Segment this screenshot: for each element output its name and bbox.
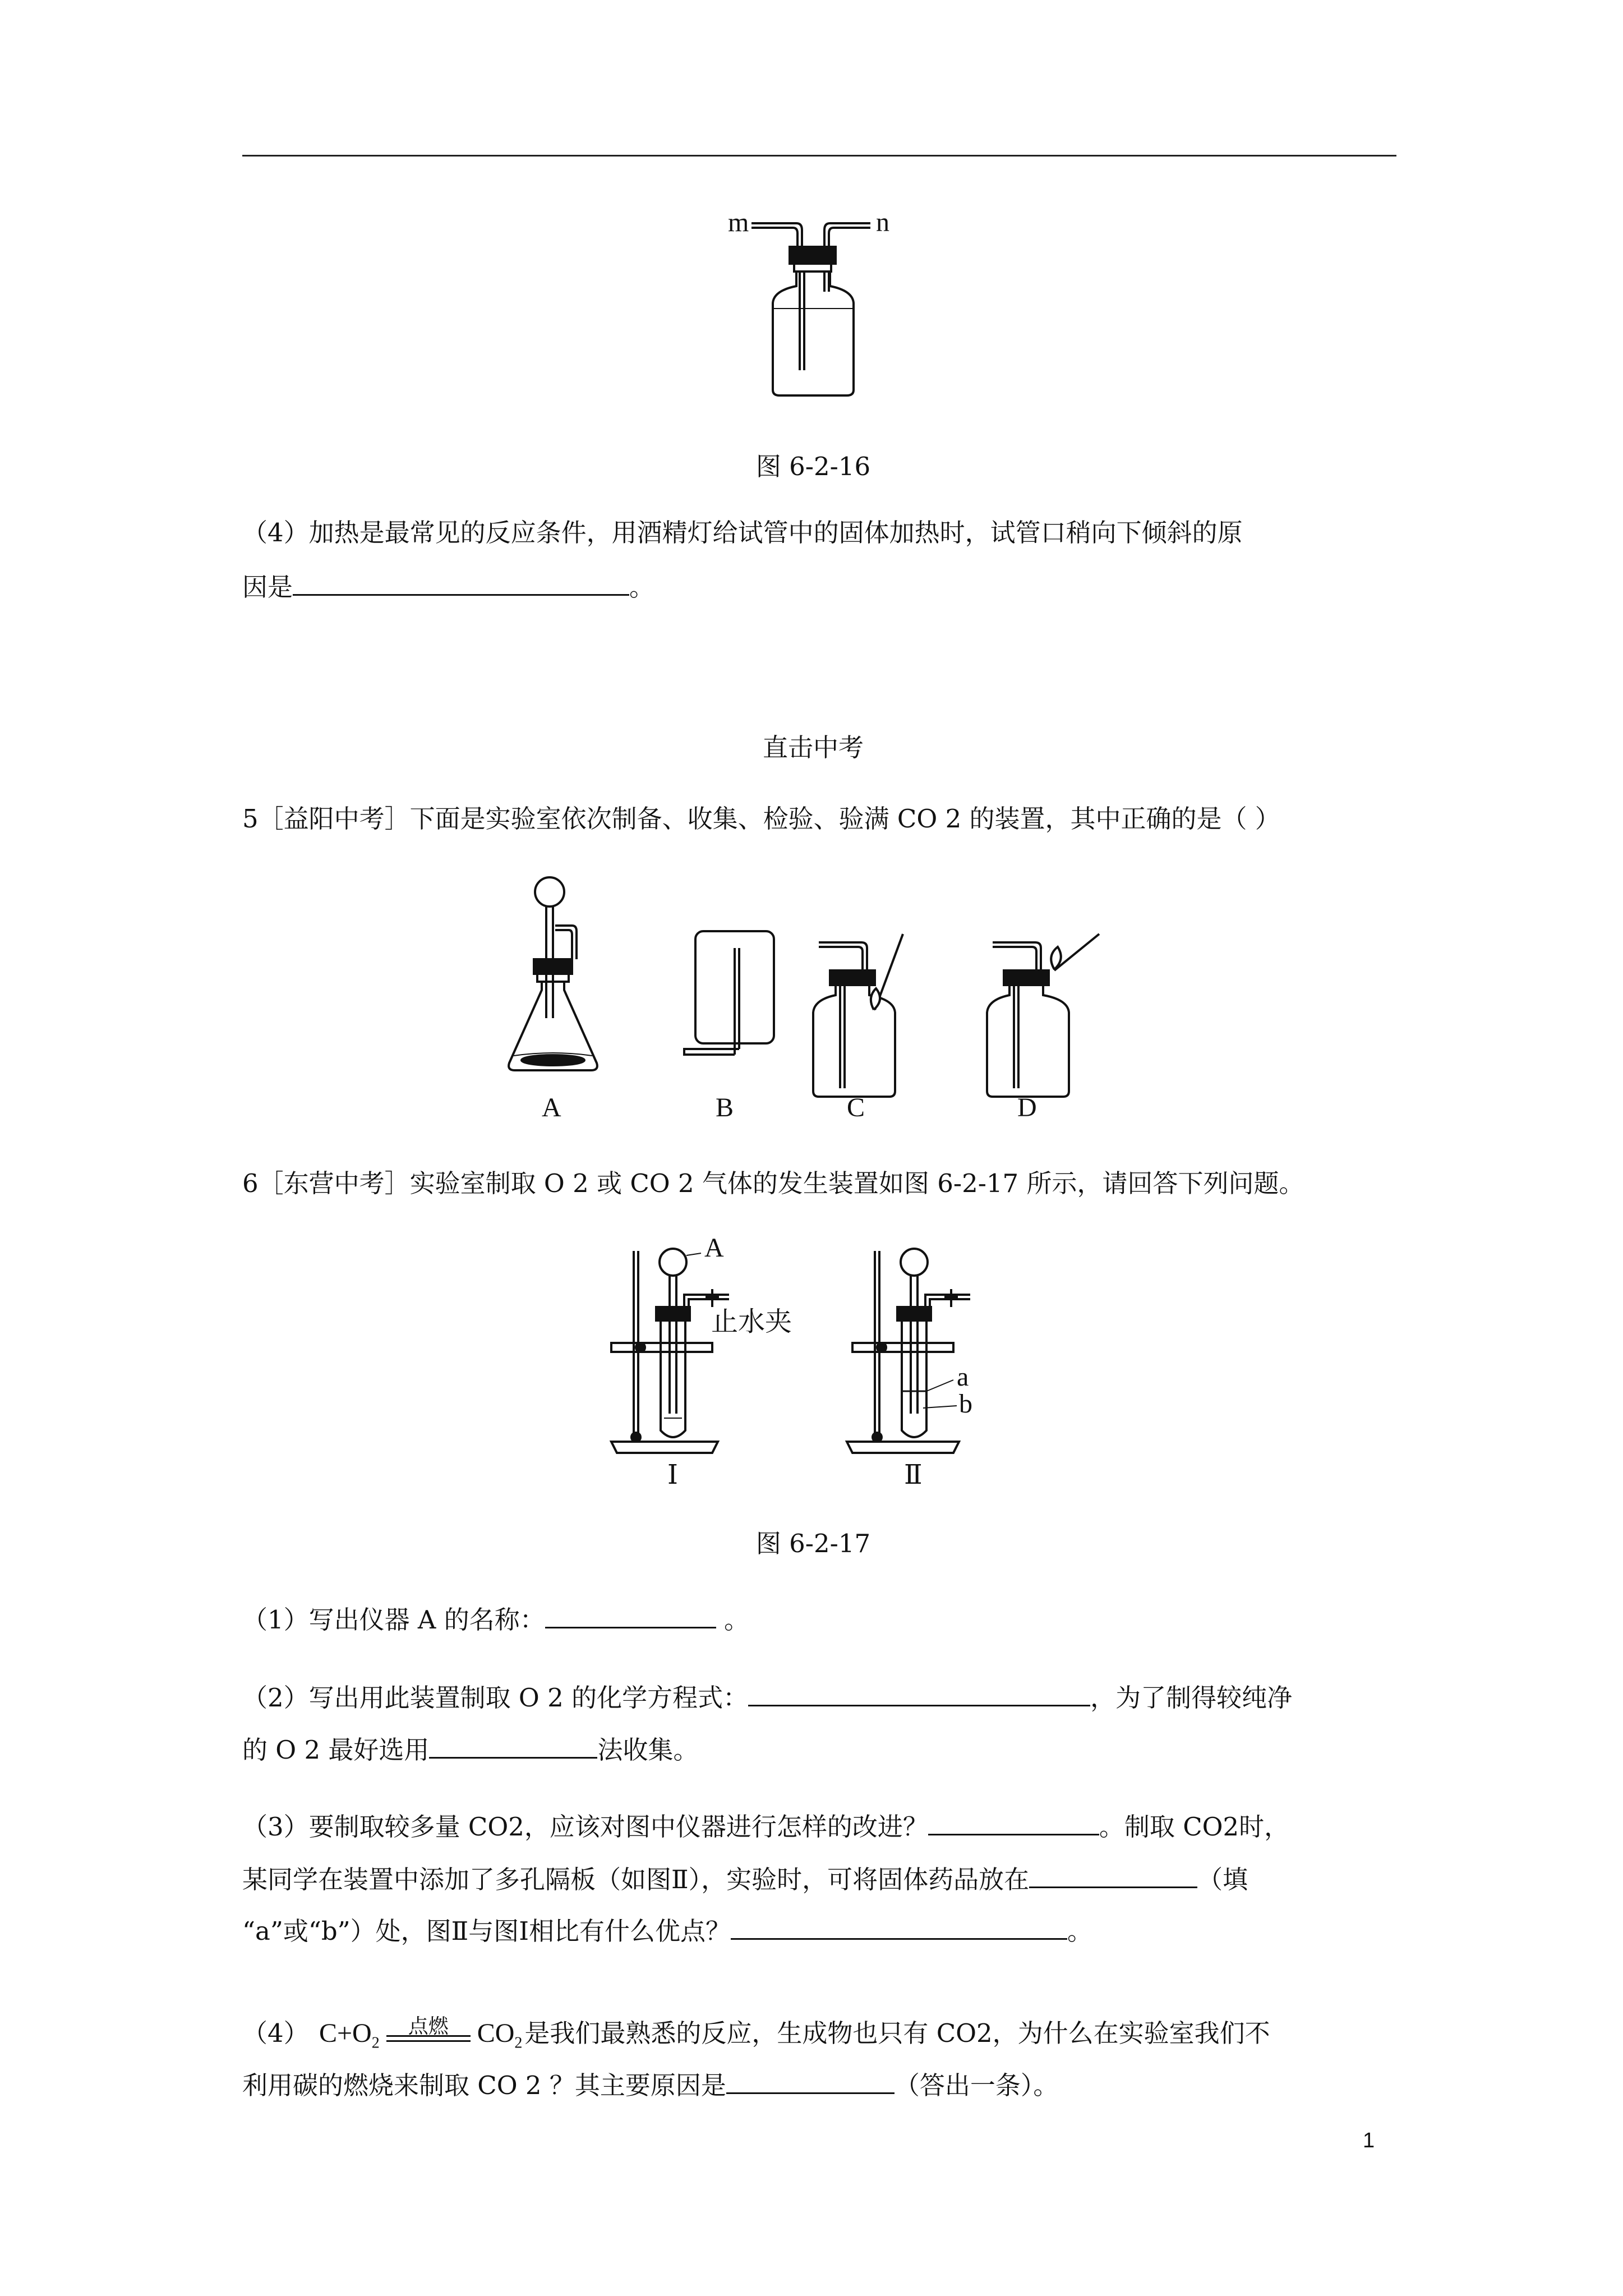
gas-generator-figure [611,1228,1038,1490]
label-C: C [847,1093,865,1122]
q6-sub1-post: 。 [716,1605,750,1635]
label-clamp: 止水夹 [711,1307,792,1337]
answer-blank-q6-1[interactable] [545,1603,716,1628]
gas-bottle-figure [718,202,909,409]
label-a: a [957,1362,969,1392]
q6-sub2-line2 [242,1731,698,1770]
eq-left-sub: 2 [371,2034,380,2052]
answer-blank-q6-3a[interactable] [928,1810,1099,1835]
q6-sub4-line1 [242,2014,1270,2063]
q6-sub3-line1-post: 。制取 CO2时， [1099,1812,1290,1842]
eq-condition: 点燃 [408,2015,449,2038]
answer-blank-q6-4[interactable] [726,2069,895,2094]
eq-left: C+O [319,2018,372,2048]
label-funnel-A: A [704,1233,724,1263]
answer-blank-q6-3c[interactable] [731,1915,1067,1940]
q6-sub4-line2-pre: 利用碳的燃烧来制取 CO 2 ？其主要原因是 [242,2070,726,2100]
q6-sub3-line1-pre: （3）要制取较多量 CO2，应该对图中仪器进行怎样的改进？ [242,1812,928,1842]
q6-sub2-line2-post: 法收集。 [597,1735,699,1765]
q5-stem: 5［益阳中考］下面是实验室依次制备、收集、检验、验满 CO 2 的装置，其中正确的是（ ） [242,804,1280,834]
reaction-equation [319,2014,522,2063]
q6-sub4-post: 是我们最熟悉的反应，生成物也只有 CO2，为什么在实验室我们不 [524,2018,1270,2048]
eq-arrow [386,2015,471,2042]
q4-heating-line2 [242,568,654,607]
answer-blank-q6-2a[interactable] [748,1681,1090,1706]
q4-heating-line2-pre: 因是 [242,572,293,602]
q4-heating-line2-post: 。 [629,572,655,602]
label-I: Ⅰ [667,1460,678,1490]
q6-sub2-line1 [242,1678,1292,1718]
q6-sub2-line1-post: ，为了制得较纯净 [1090,1683,1293,1713]
label-b: b [959,1389,972,1419]
q6-stem: 6［东营中考］实验室制取 O 2 或 CO 2 气体的发生装置如图 6-2-17 所示，请回答下列问题。 [242,1168,1304,1198]
q6-sub4-line2-post: （答出一条）。 [894,2070,1059,2100]
label-A: A [542,1093,561,1122]
q6-sub3-line3-pre: “a”或“b”）处，图Ⅱ与图Ⅰ相比有什么优点？ [242,1916,731,1946]
header-rule [242,155,1396,157]
q6-sub4-pre: （4） [242,2018,309,2048]
eq-right: CO [477,2018,515,2048]
page-number: 1 [1363,2129,1375,2152]
label-m: m [728,208,749,237]
q6-sub3-line3 [242,1912,1092,1951]
q6-sub1-pre: （1）写出仪器 A 的名称： [242,1605,545,1635]
label-D: D [1017,1093,1037,1122]
q6-sub1 [242,1600,749,1640]
q6-sub4-line2 [242,2066,1058,2105]
q6-sub3-line1 [242,1807,1289,1847]
answer-blank-q4[interactable] [293,570,629,596]
eq-right-sub: 2 [514,2034,523,2052]
section-title: 直击中考 [762,733,864,762]
label-II: Ⅱ [904,1460,923,1490]
q6-sub3-line2 [242,1860,1248,1899]
q6-sub3-line3-post: 。 [1067,1916,1093,1946]
label-n: n [876,208,889,237]
q6-sub3-line2-post: （填 [1197,1865,1248,1894]
co2-apparatus-figure [488,875,1138,1122]
q4-heating-line1: （4）加热是最常见的反应条件，用酒精灯给试管中的固体加热时，试管口稍向下倾斜的原 [242,518,1243,547]
answer-blank-q6-3b[interactable] [1029,1863,1197,1888]
answer-blank-q6-2b[interactable] [429,1733,597,1759]
label-B: B [716,1093,734,1122]
q6-sub2-line1-pre: （2）写出用此装置制取 O 2 的化学方程式： [242,1683,749,1713]
q6-sub3-line2-pre: 某同学在装置中添加了多孔隔板（如图Ⅱ），实验时，可将固体药品放在 [242,1865,1030,1894]
figure-caption-6-2-17: 图 6-2-17 [755,1529,871,1558]
q6-sub2-line2-pre: 的 O 2 最好选用 [242,1735,430,1765]
figure-caption-6-2-16: 图 6-2-16 [755,452,871,481]
